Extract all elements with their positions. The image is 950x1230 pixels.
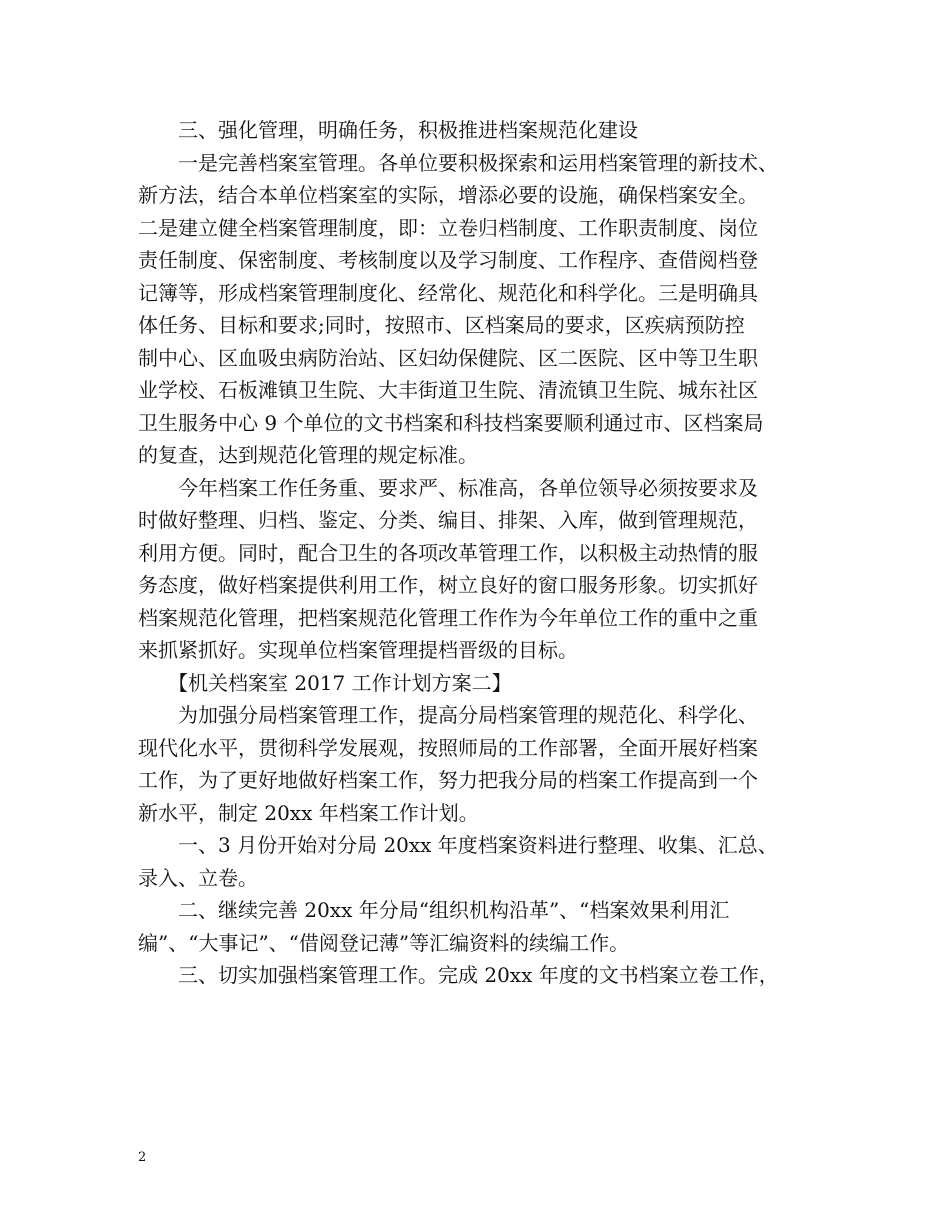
- text-line: 现代化水平，贯彻科学发展观，按照师局的工作部署，全面开展好档案: [138, 735, 758, 760]
- text-line: 录入、立卷。: [138, 865, 258, 890]
- section-heading: 【机关档案室 2017 工作计划方案二】: [138, 670, 512, 695]
- page-number: 2: [138, 1150, 147, 1165]
- text-line: 新方法，结合本单位档案室的实际，增添必要的设施，确保档案安全。: [138, 183, 758, 207]
- text-line: 一、3 月份开始对分局 20xx 年度档案资料进行整理、收集、汇总、: [138, 833, 778, 857]
- text-line: 利用方便。同时，配合卫生的各项改革管理工作，以积极主动热情的服: [138, 540, 758, 565]
- text-line: 体任务、目标和要求;同时，按照市、区档案局的要求，区疾病预防控: [138, 313, 745, 337]
- text-line: 今年档案工作任务重、要求严、标准高，各单位领导必须按要求及: [138, 475, 758, 500]
- text-line: 编”、“大事记”、“借阅登记薄”等汇编资料的续编工作。: [138, 930, 630, 955]
- text-line: 为加强分局档案管理工作，提高分局档案管理的规范化、科学化、: [138, 703, 758, 727]
- text-line: 记簿等，形成档案管理制度化、经常化、规范化和科学化。三是明确具: [138, 280, 758, 305]
- text-line: 档案规范化管理，把档案规范化管理工作作为今年单位工作的重中之重: [138, 605, 758, 630]
- text-line: 时做好整理、归档、鉴定、分类、编目、排架、入库，做到管理规范，: [138, 508, 758, 532]
- text-line: 二是建立健全档案管理制度，即：立卷归档制度、工作职责制度、岗位: [138, 215, 758, 240]
- text-line: 责任制度、保密制度、考核制度以及学习制度、工作程序、查借阅档登: [138, 248, 758, 272]
- text-line: 三、强化管理，明确任务，积极推进档案规范化建设: [138, 118, 638, 142]
- document-body: [138, 114, 828, 992]
- text-line: 制中心、区血吸虫病防治站、区妇幼保健院、区二医院、区中等卫生职: [138, 345, 758, 370]
- text-line: 工作，为了更好地做好档案工作，努力把我分局的档案工作提高到一个: [138, 768, 758, 792]
- text-line: 来抓紧抓好。实现单位档案管理提档晋级的目标。: [138, 638, 578, 662]
- text-line: 一是完善档案室管理。各单位要积极探索和运用档案管理的新技术、: [138, 150, 778, 175]
- text-line: 的复查，达到规范化管理的规定标准。: [138, 443, 478, 467]
- text-line: 卫生服务中心 9 个单位的文书档案和科技档案要顺利通过市、区档案局: [138, 410, 764, 435]
- text-line: 二、继续完善 20xx 年分局“组织机构沿革”、“档案效果利用汇: [138, 898, 730, 922]
- text-line: 新水平，制定 20xx 年档案工作计划。: [138, 800, 479, 825]
- text-line: 业学校、石板滩镇卫生院、大丰街道卫生院、清流镇卫生院、城东社区: [138, 378, 758, 402]
- text-line: 三、切实加强档案管理工作。完成 20xx 年度的文书档案立卷工作，: [138, 963, 779, 987]
- text-line: 务态度，做好档案提供利用工作，树立良好的窗口服务形象。切实抓好: [138, 573, 758, 597]
